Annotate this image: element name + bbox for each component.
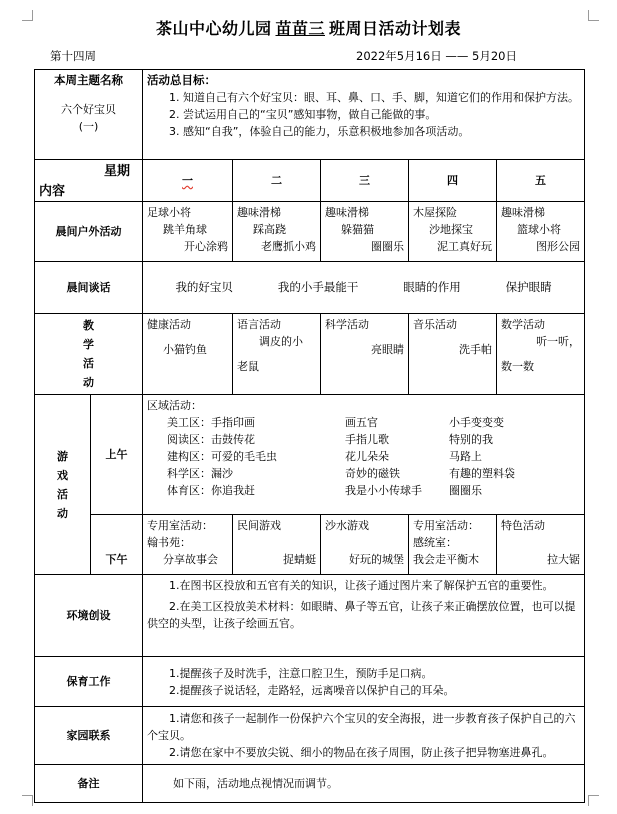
document-title xyxy=(0,16,617,39)
game-morning-row xyxy=(35,395,585,515)
remark-text: 如下雨，活动地点视情况而调节。 xyxy=(143,765,585,803)
zone-grid: 美工区：手指印画 画五官 小手变变变 阅读区：击鼓传花 手指儿歌 特别的我 建构区：可爱的毛毛虫 花儿朵朵 马路上 科学区：漏沙 奇妙的磁铁 有趣的塑料袋 体育区：你追我赶 我是小小传球手 圈圈乐 xyxy=(167,416,515,497)
theme-label: 本周主题名称 xyxy=(54,73,123,87)
home-item: 2.请您在家中不要放尖锐、细小的物品在孩子周围，防止孩子把异物塞进鼻孔。 xyxy=(169,746,554,759)
goal-item: 3. 感知“自我”，体验自己的能力，乐意积极地参加各项活动。 xyxy=(169,125,470,138)
teaching-label: 教 学 活 动 xyxy=(35,314,143,395)
goals-cell xyxy=(143,70,585,160)
remark-row xyxy=(35,765,585,803)
afternoon-cell: 专用室活动： 翰书苑： 分享故事会 xyxy=(143,515,233,575)
theme-row xyxy=(35,70,585,160)
talk-topic: 我的小手最能干 xyxy=(277,280,359,294)
morning-label: 上午 xyxy=(91,395,143,515)
environment-item: 2.在美工区投放美术材料：如眼睛、鼻子等五官，让孩子来正确摆放位置，也可以提供空的头型，让孩子绘画五官。 xyxy=(147,600,576,630)
teaching-row xyxy=(35,314,585,395)
home-item: 1.请您和孩子一起制作一份保护六个宝贝的安全海报，进一步教育孩子保护自己的六个宝贝。 xyxy=(147,712,576,742)
theme-cell xyxy=(35,70,143,160)
goal-item: 2. 尝试运用自己的“宝贝”感知事物，做自己能做的事。 xyxy=(169,108,437,121)
care-label: 保育工作 xyxy=(35,657,143,707)
remark-label: 备注 xyxy=(35,765,143,803)
theme-part: (一) xyxy=(78,120,99,133)
weekly-plan-table xyxy=(34,69,585,803)
talk-topic: 眼睛的作用 xyxy=(403,280,461,294)
talk-cell xyxy=(143,262,585,314)
day-friday: 五 xyxy=(497,160,585,202)
teaching-cell: 健康活动 小猫钓鱼 xyxy=(143,314,233,395)
care-item: 2.提醒孩子说话轻，走路轻，远离噪音以保护自己的耳朵。 xyxy=(169,683,455,697)
outdoor-label: 晨间户外活动 xyxy=(35,202,143,262)
game-label: 游 戏 活 动 xyxy=(35,395,91,575)
title-suffix: 班周日活动计划表 xyxy=(329,19,462,38)
home-row xyxy=(35,707,585,765)
environment-row xyxy=(35,575,585,657)
afternoon-label: 下午 xyxy=(91,515,143,575)
day-header-row xyxy=(35,160,585,202)
talk-topic: 我的好宝贝 xyxy=(175,280,233,294)
date-range: 2022年5月16日 —— 5月20日 xyxy=(356,49,517,63)
day-header-corner xyxy=(35,160,143,202)
care-item: 1.提醒孩子及时洗手，注意口腔卫生，预防手足口病。 xyxy=(169,666,433,680)
page-corner-mark xyxy=(22,795,33,806)
goal-item: 1. 知道自己有六个好宝贝：眼、耳、鼻、口、手、脚，知道它们的作用和保护方法。 xyxy=(169,91,579,104)
talk-label: 晨间谈话 xyxy=(35,262,143,314)
outdoor-cell: 足球小将 跳羊角球 开心涂鸦 xyxy=(143,202,233,262)
outdoor-cell: 木屋探险 沙地探宝 泥工真好玩 xyxy=(409,202,497,262)
afternoon-cell: 沙水游戏 好玩的城堡 xyxy=(321,515,409,575)
talk-row xyxy=(35,262,585,314)
outdoor-cell: 趣味滑梯 躲猫猫 圈圈乐 xyxy=(321,202,409,262)
care-cell xyxy=(143,657,585,707)
teaching-cell: 音乐活动 洗手帕 xyxy=(409,314,497,395)
outdoor-cell: 趣味滑梯 踩高跷 老鹰抓小鸡 xyxy=(233,202,321,262)
day-thursday: 四 xyxy=(409,160,497,202)
afternoon-cell: 特色活动 拉大锯 xyxy=(497,515,585,575)
teaching-cell: 科学活动 亮眼睛 xyxy=(321,314,409,395)
afternoon-cell: 民间游戏 捉蜻蜓 xyxy=(233,515,321,575)
zone-title: 区域活动： xyxy=(147,399,202,412)
day-wednesday: 三 xyxy=(321,160,409,202)
content-label: 内容 xyxy=(39,184,66,199)
outdoor-cell: 趣味滑梯 篮球小将 图形公园 xyxy=(497,202,585,262)
care-row xyxy=(35,657,585,707)
title-school: 茶山中心幼儿园 xyxy=(155,19,272,38)
title-class: 苗苗三 xyxy=(275,19,325,38)
environment-label: 环境创设 xyxy=(35,575,143,657)
outdoor-row xyxy=(35,202,585,262)
week-number: 第十四周 xyxy=(50,49,96,63)
weekday-label: 星期 xyxy=(103,164,130,179)
goals-label: 活动总目标： xyxy=(147,73,216,87)
home-cell xyxy=(143,707,585,765)
game-afternoon-row xyxy=(35,515,585,575)
teaching-cell: 数学活动 听一听， 数一数 xyxy=(497,314,585,395)
talk-topic: 保护眼睛 xyxy=(505,280,552,294)
teaching-cell: 语言活动 调皮的小 老鼠 xyxy=(233,314,321,395)
theme-name: 六个好宝贝 xyxy=(61,103,116,116)
day-monday: 一 xyxy=(143,160,233,202)
page-corner-mark xyxy=(588,795,599,806)
environment-cell xyxy=(143,575,585,657)
zone-activities-cell xyxy=(143,395,585,515)
home-label: 家园联系 xyxy=(35,707,143,765)
day-tuesday: 二 xyxy=(233,160,321,202)
afternoon-cell: 专用室活动： 感统室： 我会走平衡木 xyxy=(409,515,497,575)
environment-item: 1.在图书区投放和五官有关的知识，让孩子通过图片来了解保护五官的重要性。 xyxy=(169,579,554,592)
